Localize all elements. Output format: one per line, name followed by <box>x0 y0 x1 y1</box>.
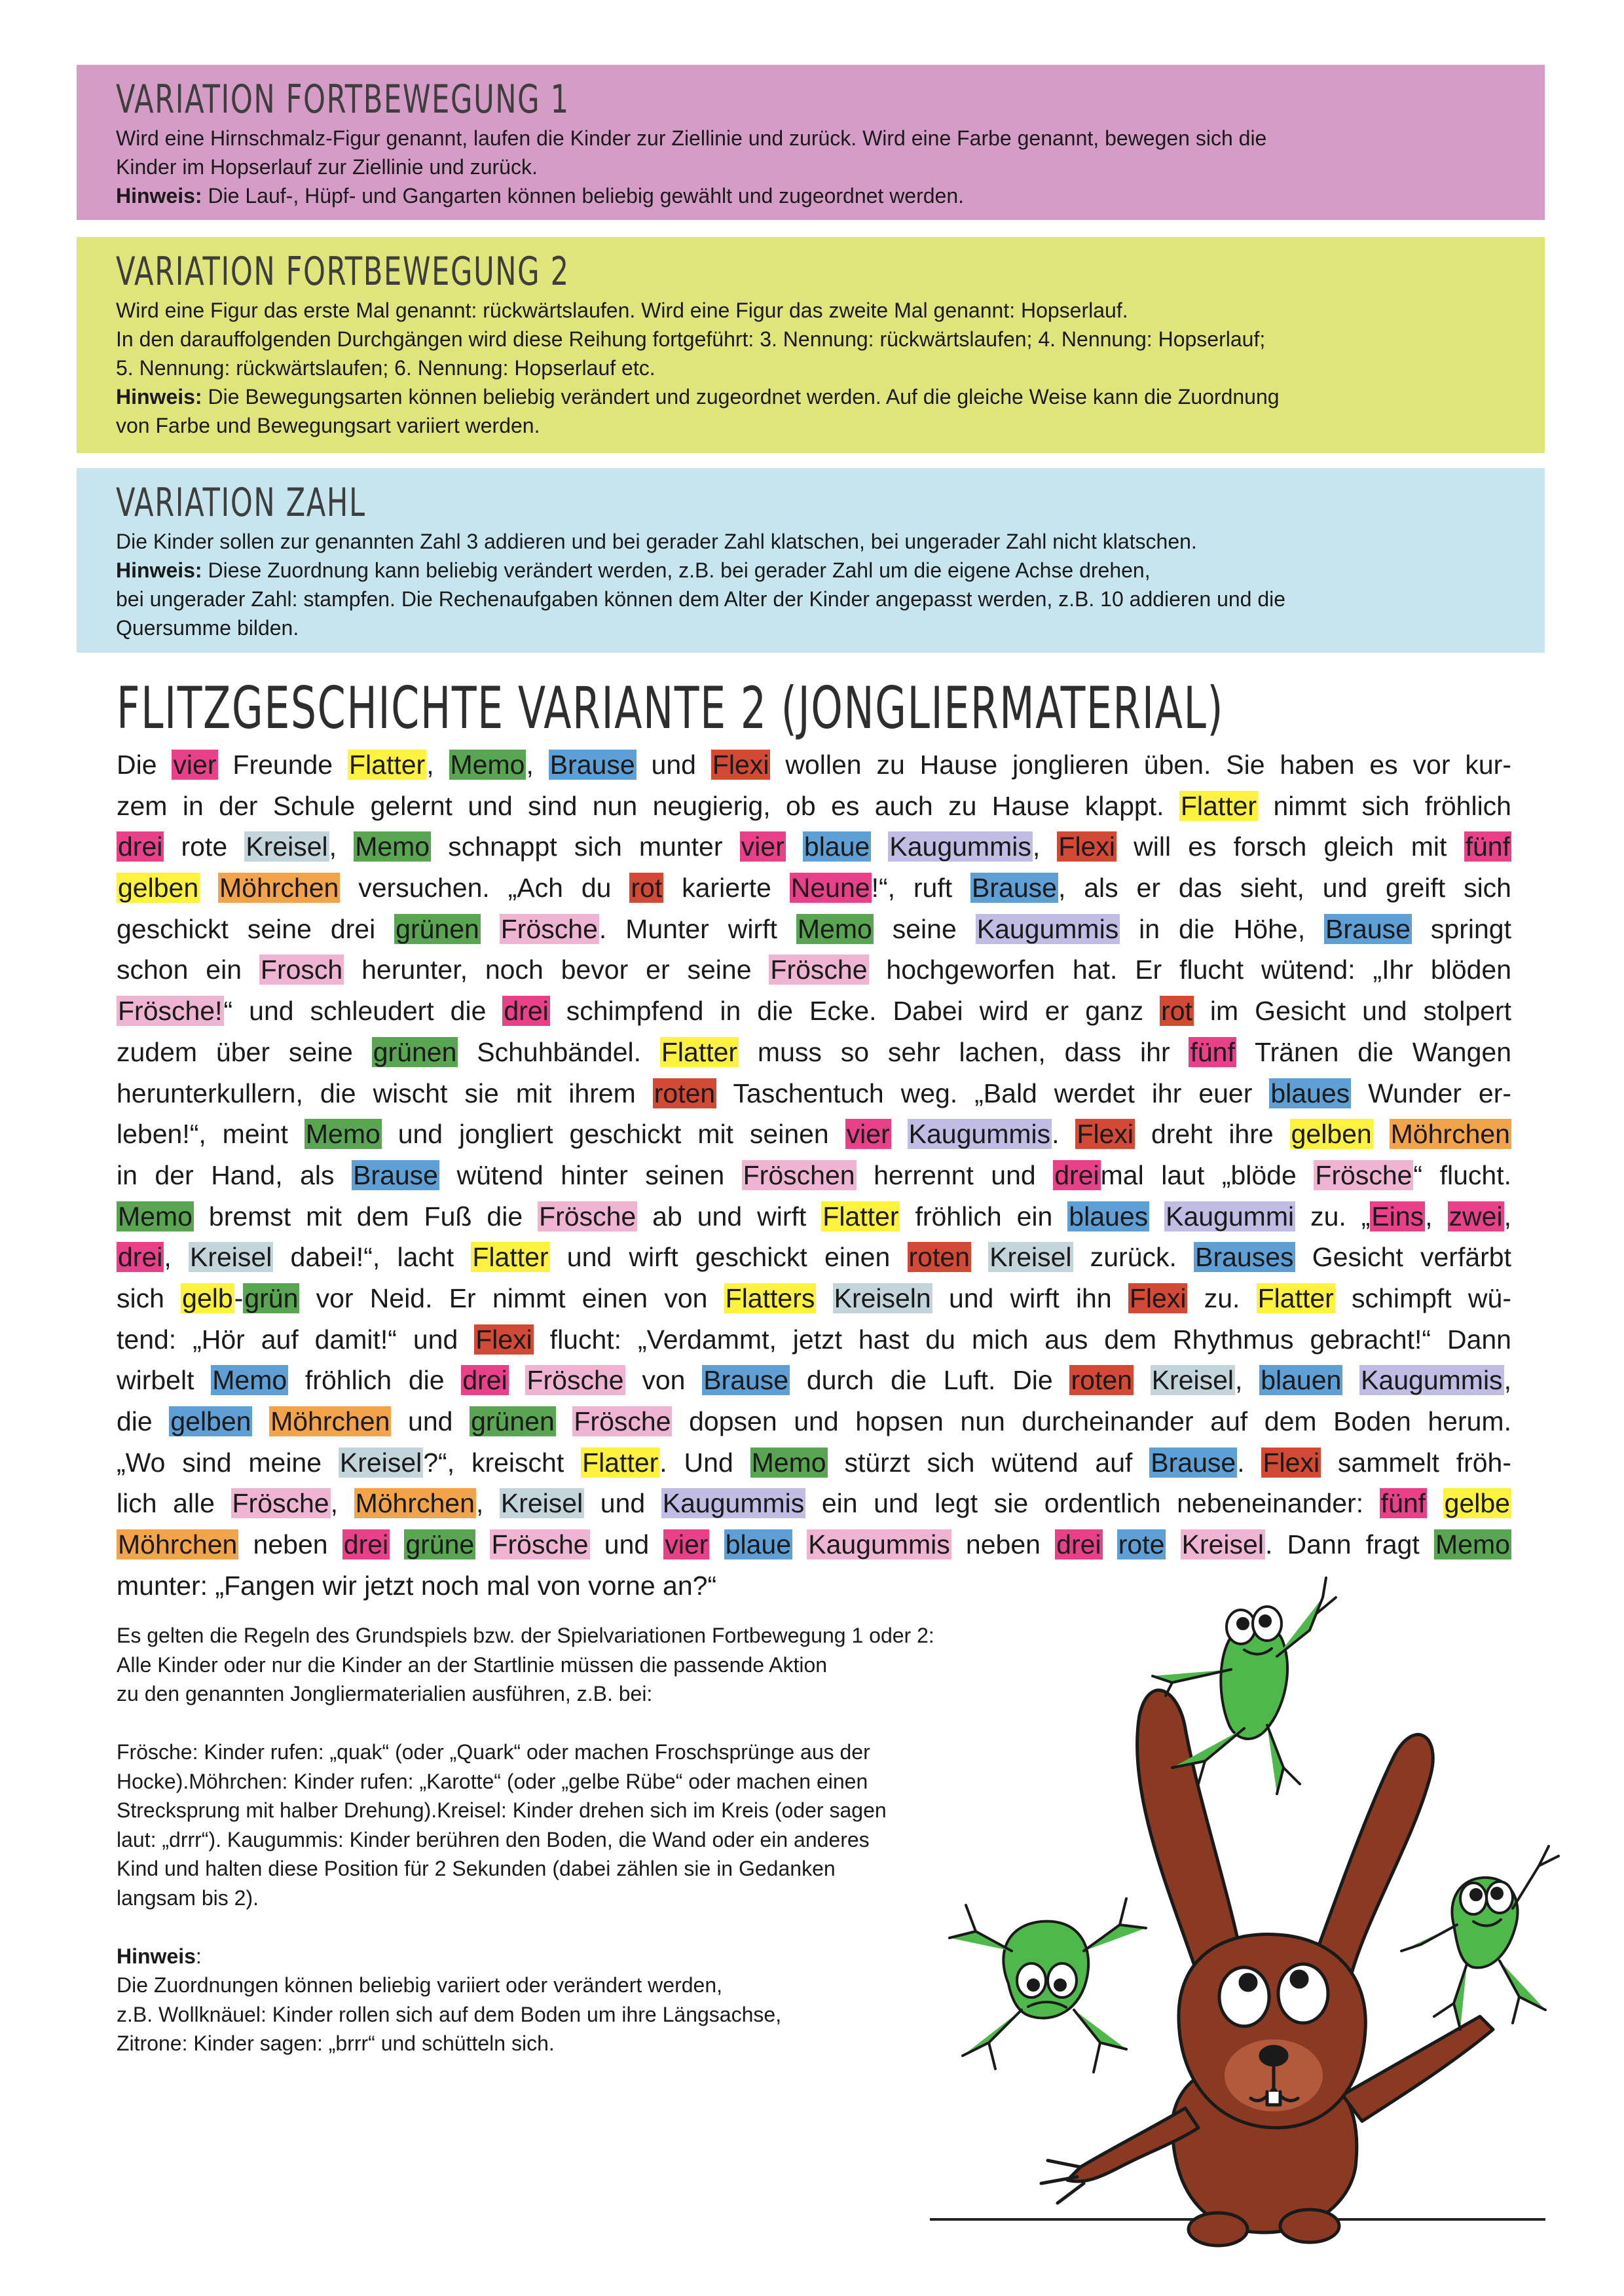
highlighted-word: Brause <box>703 1365 789 1396</box>
rabbit-icon <box>1041 1690 1493 2246</box>
hint-label: Hinweis: <box>116 385 202 409</box>
story-text-segment: wirbelt <box>117 1365 212 1396</box>
highlighted-word: Brause <box>549 750 635 780</box>
story-text-segment: dreht ihre <box>1135 1119 1290 1150</box>
highlighted-word: grünen <box>373 1036 457 1067</box>
story-text-segment: dabei!“, lacht <box>273 1242 471 1273</box>
highlighted-word: roten <box>654 1078 716 1108</box>
story-text-segment: sich <box>117 1283 181 1313</box>
story-text-segment: schon ein <box>117 955 259 985</box>
story-text-segment: . Und <box>659 1447 750 1478</box>
highlighted-word: Kaugummi <box>1166 1201 1295 1231</box>
story-text-segment: herunterkullern, die wischt sie mit ihrem <box>117 1078 653 1108</box>
story-text-segment: im Gesicht und stolpert <box>1193 996 1511 1027</box>
story-text-segment: geschickt seine drei <box>117 913 395 944</box>
highlighted-word: blaues <box>1270 1078 1350 1108</box>
highlighted-word: fünf <box>1380 1488 1426 1519</box>
highlighted-word: gelben <box>170 1406 251 1436</box>
highlighted-word: Flatters <box>725 1283 815 1313</box>
highlighted-word: Flexi <box>1077 1119 1134 1150</box>
highlighted-word: Kaugummis <box>808 1529 950 1560</box>
box-text-line: In den darauffolgenden Durchgängen wird diese Reihung fortgeführt: 3. Nennung: rückwärtslaufen; 4. Nennung: Hopserlauf; <box>116 327 1266 351</box>
story-text-segment: leben!“, meint <box>117 1119 304 1150</box>
variation-box-zahl <box>77 468 1545 653</box>
story-text-segment: vor Neid. Er nimmt einen von <box>299 1283 724 1313</box>
story-text-segment: herrennt und <box>856 1159 1054 1190</box>
highlighted-word: Flexi <box>1263 1447 1320 1478</box>
story-title: FLITZGESCHICHTE VARIANTE 2 (JONGLIERMATERIAL) <box>117 674 1225 742</box>
box-text-line: Die Kinder sollen zur genannten Zahl 3 addieren und bei gerader Zahl klatschen, bei ungerader Zahl nicht klatschen. <box>116 530 1197 553</box>
highlighted-word: drei <box>343 1529 389 1560</box>
highlighted-word: Brause <box>972 873 1057 903</box>
story-text-segment <box>786 831 803 862</box>
highlighted-word: gelbe <box>1444 1488 1510 1519</box>
box-title: VARIATION FORTBEWEGUNG 2 <box>116 249 570 295</box>
box-title: VARIATION FORTBEWEGUNG 1 <box>116 77 570 122</box>
box-text-line: Wird eine Figur das erste Mal genannt: rückwärtslaufen. Wird eine Figur das zweite Mal genannt: Hopserlauf. <box>116 299 1128 322</box>
highlighted-word: drei <box>118 831 163 862</box>
box-text-line: Kinder im Hopserlauf zur Ziellinie und zurück. <box>116 155 538 179</box>
story-text-segment: karierte <box>663 873 790 903</box>
hint-text: Diese Zuordnung kann beliebig verändert werden, z.B. bei gerader Zahl um die eigene Achse drehen, <box>202 558 1151 582</box>
story-text-segment: , <box>329 831 354 862</box>
story-text-segment <box>1166 1529 1180 1559</box>
story-line <box>117 909 1511 950</box>
highlighted-word: Memo <box>450 750 525 780</box>
highlighted-word: Kreisel <box>500 1488 583 1519</box>
story-line <box>117 1155 1511 1196</box>
story-text-segment: stürzt sich wütend auf <box>827 1447 1150 1478</box>
story-text-segment: in die Höhe, <box>1120 913 1325 944</box>
story-text-segment: Gesicht verfärbt <box>1295 1242 1511 1273</box>
story-text-segment <box>556 1406 573 1436</box>
story-text-segment: munter: „Fangen wir jetzt noch mal von vorne an?“ <box>117 1570 717 1601</box>
highlighted-word: Möhrchen <box>118 1529 238 1560</box>
story-text-segment: wütend hinter seinen <box>439 1159 742 1190</box>
hint-text: Die Bewegungsarten können beliebig verändert und zugeordnet werden. Auf die gleiche Weise kann die Zuordnung <box>202 385 1280 409</box>
story-text-segment: und <box>584 1488 661 1519</box>
story-text-segment: dopsen und hopsen nun durcheinander auf dem Boden herum. <box>672 1406 1511 1436</box>
story-text-segment: schimpfend in die Ecke. Dabei wird er ganz <box>549 996 1160 1027</box>
highlighted-word: Flexi <box>1129 1283 1187 1313</box>
story-text-segment: , als er das sieht, und greift sich <box>1058 873 1511 903</box>
highlighted-word: rot <box>631 873 663 903</box>
story-text-segment: flucht: „Verdammt, jetzt hast du mich aus dem Rhythmus gebracht!“ Dann <box>533 1324 1511 1355</box>
highlighted-word: Flexi <box>1058 831 1115 862</box>
story-text-segment: springt <box>1411 913 1511 944</box>
story-line <box>117 1401 1511 1442</box>
story-text-segment: versuchen. „Ach du <box>340 873 630 903</box>
highlighted-word: Flatter <box>661 1036 738 1067</box>
story-text-segment <box>509 1365 526 1395</box>
highlighted-word: Frösche <box>491 1529 589 1560</box>
story-text-segment <box>200 873 218 903</box>
story-text-segment: Wunder er- <box>1351 1078 1511 1108</box>
story-text-segment: ein und legt sie ordentlich nebeneinander: <box>805 1488 1380 1519</box>
story-text-segment <box>1427 1488 1443 1518</box>
story-line <box>117 826 1511 867</box>
highlighted-word: Flexi <box>475 1324 532 1355</box>
story-text-segment: !“, ruft <box>871 873 971 903</box>
story-line <box>117 1278 1511 1319</box>
highlighted-word: Neune <box>790 873 870 903</box>
highlighted-word: vier <box>741 831 784 862</box>
story-text-segment: , <box>475 1488 500 1519</box>
highlighted-word: Kreisel <box>989 1242 1072 1273</box>
story-text-segment: schnappt sich munter <box>431 831 740 862</box>
story-text-segment: bremst mit dem Fuß die <box>193 1201 538 1231</box>
highlighted-word: Frösche! <box>118 996 223 1027</box>
highlighted-word: blaue <box>725 1529 792 1560</box>
story-text-segment: lich alle <box>117 1488 231 1519</box>
story-text-segment: , <box>330 1488 354 1519</box>
story-text-segment: , <box>426 750 449 780</box>
story-text-segment: will es forsch gleich mit <box>1116 831 1464 862</box>
story-text-segment <box>1134 1365 1151 1395</box>
story-text-segment: ab und wirft <box>637 1201 822 1231</box>
story-text-segment: Schuhbändel. <box>458 1036 660 1067</box>
highlighted-word: roten <box>908 1242 970 1273</box>
story-text-segment: durch die Luft. Die <box>790 1365 1070 1396</box>
highlighted-word: blaue <box>803 831 870 862</box>
story-text-segment <box>475 1529 490 1559</box>
box-text-line: 5. Nennung: rückwärtslaufen; 6. Nennung: Hopserlauf etc. <box>116 356 655 380</box>
highlighted-word: Brause <box>1325 913 1411 944</box>
story-text-segment <box>971 1242 988 1272</box>
highlighted-word: rote <box>1118 1529 1165 1560</box>
box-hint <box>116 181 1508 210</box>
story-text-segment: “ flucht. <box>1413 1159 1511 1190</box>
highlighted-word: Memo <box>212 1365 287 1396</box>
story-text-segment: , <box>1504 1365 1511 1396</box>
highlighted-word: Kreisel <box>339 1447 422 1478</box>
highlighted-word: Kaugummis <box>889 831 1031 862</box>
rules-example-line: Kind und halten diese Position für 2 Sekunden (dabei zählen sie in Gedanken <box>117 1857 836 1880</box>
story-text-segment: fröhlich die <box>288 1365 462 1396</box>
variation-box-fortbewegung-1 <box>77 65 1545 220</box>
highlighted-word: Memo <box>1435 1529 1510 1560</box>
story-text <box>117 744 1511 1606</box>
highlighted-word: Kreisel <box>190 1242 272 1273</box>
rules-example-line: Hocke).Möhrchen: Kinder rufen: „Karotte“ (oder „gelbe Rübe“ oder machen einen <box>117 1769 868 1793</box>
story-text-segment: und <box>636 750 711 780</box>
story-text-segment: zudem über seine <box>117 1036 372 1067</box>
highlighted-word: Frösche <box>232 1488 329 1519</box>
story-text-segment: und <box>589 1529 664 1560</box>
highlighted-word: vier <box>173 750 217 780</box>
story-text-segment: , <box>1504 1201 1511 1231</box>
box-hint-continued: Quersumme bilden. <box>116 616 299 640</box>
highlighted-word: grünen <box>396 913 479 944</box>
story-text-segment: zu. „ <box>1295 1201 1371 1231</box>
story-text-segment: neben <box>951 1529 1056 1560</box>
box-title: VARIATION ZAHL <box>116 480 366 526</box>
story-line <box>117 867 1511 909</box>
story-text-segment: - <box>234 1283 244 1313</box>
story-text-segment: zu. <box>1187 1283 1257 1313</box>
highlighted-word: drei <box>1054 1159 1099 1190</box>
story-text-segment <box>816 1283 832 1313</box>
story-text-segment: in der Hand, als <box>117 1159 352 1190</box>
highlighted-word: Flatter <box>582 1447 659 1478</box>
hint-label: Hinweis <box>117 1944 196 1968</box>
story-text-segment: und wirft geschickt einen <box>549 1242 908 1273</box>
highlighted-word: Frösche <box>539 1201 637 1231</box>
highlighted-word: Memo <box>751 1447 826 1478</box>
story-text-segment: . Dann fragt <box>1264 1529 1435 1560</box>
highlighted-word: gelb <box>182 1283 233 1313</box>
highlighted-word: Flatter <box>472 1242 549 1273</box>
box-hint-continued: von Farbe und Bewegungsart variiert werden. <box>116 414 540 437</box>
rules-hint-line: z.B. Wollknäuel: Kinder rollen sich auf dem Boden um ihre Längsachse, <box>117 2002 782 2026</box>
story-line <box>117 1319 1511 1360</box>
story-text-segment: , <box>1032 831 1058 862</box>
highlighted-word: Frösche <box>500 913 598 944</box>
story-line <box>117 1442 1511 1484</box>
highlighted-word: roten <box>1071 1365 1132 1396</box>
highlighted-word: zwei <box>1449 1201 1503 1231</box>
story-text-segment: mal laut „blöde <box>1100 1159 1314 1190</box>
story-text-segment <box>390 1529 404 1559</box>
frog-icon <box>1401 1846 1559 2030</box>
highlighted-word: Kaugummis <box>662 1488 805 1519</box>
story-text-segment <box>891 1119 908 1149</box>
box-hint <box>116 556 1508 585</box>
highlighted-word: Frösche <box>526 1365 624 1396</box>
story-text-segment: Tränen die Wangen <box>1236 1036 1511 1067</box>
story-text-segment: “ und schleudert die <box>223 996 503 1027</box>
rules-example-line: Strecksprung mit halber Drehung).Kreisel: Kinder drehen sich im Kreis (oder sagen <box>117 1798 887 1822</box>
story-text-segment: zem in der Schule gelernt und sind nun neugierig, ob es auch zu Hause klappt. <box>117 790 1179 821</box>
highlighted-word: Kaugummis <box>908 1119 1051 1150</box>
rules-intro-line: Alle Kinder oder nur die Kinder an der Startlinie müssen die passende Aktion <box>117 1652 828 1677</box>
story-line <box>117 786 1511 827</box>
highlighted-word: Kreisel <box>246 831 328 862</box>
highlighted-word: Möhrchen <box>1390 1119 1510 1150</box>
highlighted-word: Frösche <box>1315 1159 1412 1190</box>
highlighted-word: Frösche <box>574 1406 671 1436</box>
story-text-segment: Freunde <box>217 750 348 780</box>
story-text-segment <box>252 1406 269 1436</box>
highlighted-word: grünen <box>471 1406 555 1436</box>
story-text-segment: , <box>164 1242 189 1273</box>
rules-example-line: Frösche: Kinder rufen: „quak“ (oder „Quark“ oder machen Froschsprünge aus der <box>117 1740 870 1764</box>
highlighted-word: Memo <box>305 1119 380 1150</box>
story-text-segment: sammelt fröh- <box>1321 1447 1512 1478</box>
story-line <box>117 949 1511 991</box>
story-line <box>117 1114 1511 1155</box>
highlighted-word: Kreisel <box>1151 1365 1234 1396</box>
highlighted-word: grüne <box>405 1529 475 1560</box>
variation-box-fortbewegung-2 <box>77 237 1545 453</box>
highlighted-word: vier <box>846 1119 890 1150</box>
highlighted-word: Fröschen <box>743 1159 855 1190</box>
story-text-segment: , <box>1235 1365 1260 1396</box>
story-text-segment: , <box>526 750 549 780</box>
story-text-segment: und jongliert geschickt mit seinen <box>381 1119 845 1150</box>
story-line <box>117 1032 1511 1073</box>
highlighted-word: Kaugummis <box>1361 1365 1503 1396</box>
hint-label: Hinweis: <box>116 558 202 582</box>
rules-intro-line: Es gelten die Regeln des Grundspiels bzw. der Spielvariationen Fortbewegung 1 oder 2: <box>117 1624 934 1647</box>
story-text-segment: Taschentuch weg. „Bald werdet ihr euer <box>716 1078 1270 1108</box>
highlighted-word: drei <box>118 1242 163 1273</box>
rabbit-and-frogs-illustration <box>891 1558 1572 2252</box>
rules-hint-line: Zitrone: Kinder sagen: „brrr“ und schütteln sich. <box>117 2032 555 2055</box>
highlighted-word: Möhrchen <box>219 873 339 903</box>
story-text-segment: herunter, noch bevor er seine <box>344 955 769 985</box>
highlighted-word: Frosch <box>260 955 343 985</box>
highlighted-word: Brauses <box>1195 1242 1294 1273</box>
highlighted-word: Möhrchen <box>355 1488 475 1519</box>
story-text-segment: neben <box>238 1529 342 1560</box>
story-text-segment <box>1149 1201 1164 1231</box>
highlighted-word: Kreisel <box>1181 1529 1264 1560</box>
story-text-segment <box>871 831 888 862</box>
story-text-segment: Die <box>117 750 172 780</box>
story-text-segment: . <box>1237 1447 1262 1478</box>
highlighted-word: Memo <box>118 1201 193 1231</box>
highlighted-word: Flatter <box>349 750 426 780</box>
story-line <box>117 744 1511 786</box>
highlighted-word: Flatter <box>822 1201 899 1231</box>
highlighted-word: Memo <box>797 913 872 944</box>
box-text-line: Wird eine Hirnschmalz-Figur genannt, laufen die Kinder zur Ziellinie und zurück. Wird eine Farbe genannt, bewegen sich die <box>116 126 1267 150</box>
highlighted-word: Kreiseln <box>834 1283 931 1313</box>
highlighted-word: Eins <box>1371 1201 1424 1231</box>
story-line <box>117 1360 1511 1401</box>
highlighted-word: Kaugummis <box>976 913 1119 944</box>
story-text-segment <box>792 1529 807 1559</box>
rules-intro-line: zu den genannten Jongliermaterialien ausführen, z.B. bei: <box>117 1682 653 1705</box>
story-text-segment <box>481 914 500 944</box>
story-line <box>117 1483 1511 1524</box>
highlighted-word: Frösche <box>770 955 868 985</box>
highlighted-word: Memo <box>355 831 430 862</box>
frog-icon <box>950 1899 1146 2072</box>
highlighted-word: drei <box>462 1365 507 1396</box>
rules-example-line: langsam bis 2). <box>117 1886 259 1910</box>
story-text-segment: . Munter wirft <box>599 913 796 944</box>
story-text-segment: seine <box>873 913 976 944</box>
story-text-segment <box>1373 1119 1390 1149</box>
story-text-segment: schimpft wü- <box>1335 1283 1511 1313</box>
hint-colon: : <box>195 1944 202 1968</box>
highlighted-word: blaues <box>1069 1201 1149 1231</box>
story-text-segment: und <box>391 1406 470 1436</box>
rules-hint-line: Die Zuordnungen können beliebig variiert oder verändert werden, <box>117 1973 723 1997</box>
story-text-segment: tend: „Hör auf damit!“ und <box>117 1324 475 1355</box>
story-line <box>117 1237 1511 1278</box>
highlighted-word: drei <box>1056 1529 1101 1560</box>
highlighted-word: drei <box>504 996 549 1027</box>
highlighted-word: Flatter <box>1180 790 1257 821</box>
highlighted-word: rot <box>1161 996 1192 1027</box>
highlighted-word: blauen <box>1261 1365 1342 1396</box>
highlighted-word: gelben <box>118 873 199 903</box>
story-text-segment: hochgeworfen hat. Er flucht wütend: „Ihr blöden <box>868 955 1512 985</box>
story-text-segment: wollen zu Hause jonglieren üben. Sie haben es vor kur- <box>770 750 1511 780</box>
story-text-segment: und wirft ihn <box>932 1283 1128 1313</box>
story-text-segment: von <box>625 1365 703 1396</box>
story-text-segment: fröhlich ein <box>900 1201 1068 1231</box>
story-text-segment: muss so sehr lachen, dass ihr <box>739 1036 1189 1067</box>
highlighted-word: Möhrchen <box>270 1406 390 1436</box>
highlighted-word: Brause <box>353 1159 438 1190</box>
highlighted-word: vier <box>665 1529 709 1560</box>
highlighted-word: Flexi <box>712 750 769 780</box>
box-hint-continued: bei ungerader Zahl: stampfen. Die Rechenaufgaben können dem Alter der Kinder angepasst werden, z.B. 10 addieren und die <box>116 587 1286 611</box>
hint-label: Hinweis: <box>116 184 202 208</box>
story-text-segment: zurück. <box>1073 1242 1194 1273</box>
rules-example-line: laut: „drrr“). Kaugummis: Kinder berühren den Boden, die Wand oder ein anderes <box>117 1827 870 1851</box>
story-text-segment: „Wo sind meine <box>117 1447 339 1478</box>
highlighted-word: fünf <box>1465 831 1510 862</box>
highlighted-word: Flatter <box>1257 1283 1334 1313</box>
story-text-segment <box>709 1529 724 1559</box>
story-line <box>117 1073 1511 1114</box>
story-text-segment <box>1342 1365 1359 1395</box>
box-hint <box>116 382 1508 411</box>
story-text-segment: ?“, kreischt <box>423 1447 581 1478</box>
story-text-segment: nimmt sich fröhlich <box>1258 790 1511 821</box>
highlighted-word: fünf <box>1190 1036 1235 1067</box>
story-text-segment: . <box>1052 1119 1076 1150</box>
highlighted-word: grün <box>244 1283 299 1313</box>
story-text-segment: , <box>1425 1201 1448 1231</box>
story-line <box>117 1196 1511 1237</box>
story-text-segment: rote <box>164 831 245 862</box>
highlighted-word: Brause <box>1151 1447 1236 1478</box>
hint-text: Die Lauf-, Hüpf- und Gangarten können beliebig gewählt und zugeordnet werden. <box>202 184 965 208</box>
story-line <box>117 991 1511 1032</box>
highlighted-word: gelben <box>1291 1119 1372 1150</box>
story-text-segment <box>1103 1529 1117 1559</box>
story-text-segment: die <box>117 1406 170 1436</box>
